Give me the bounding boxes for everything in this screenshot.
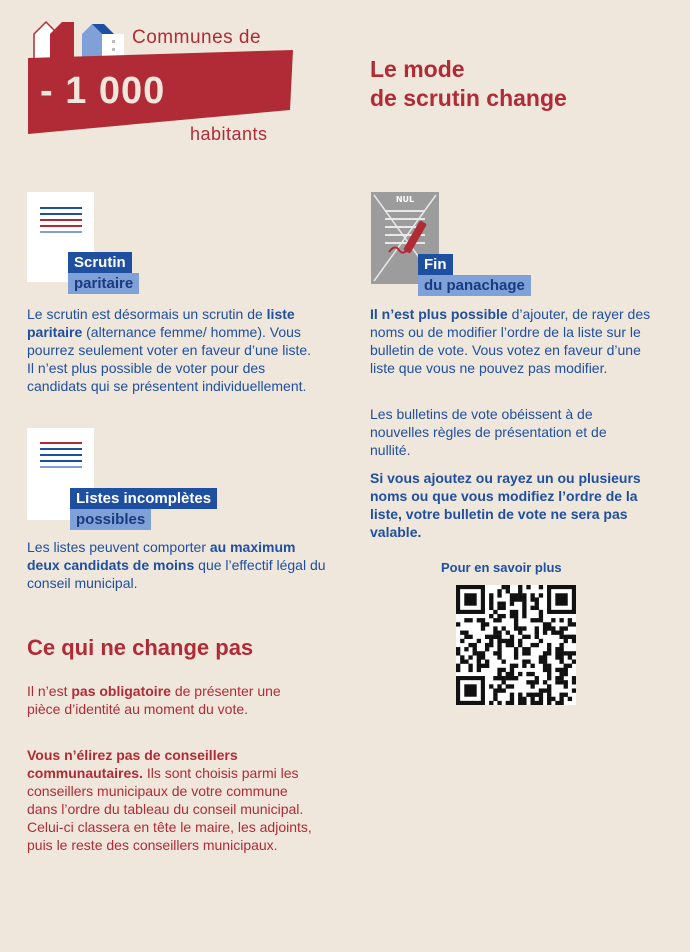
listes-incompletes-text-bold: au maximum deux candidats de moins [27,539,296,573]
unchanged-text-2 [27,746,317,854]
fin-panachage-text-1-end: d’ajouter, de rayer des noms ou de modifier l’ordre de la liste sur le bulletin de vote. Vous votez en faveur d’une liste que vous ne pouvez pas modifier. [370,306,651,376]
scrutin-paritaire-label-line2: paritaire [68,273,139,294]
section-title-unchanged: Ce qui ne change pas [27,635,254,660]
communes-label: Communes de [132,27,262,48]
unchanged-text-1-bold: pas obligatoire [71,683,171,699]
page-title [370,55,567,113]
unchanged-text-1 [27,682,297,718]
listes-incompletes-label-line1: Listes incomplètes [70,488,217,509]
scrutin-paritaire-text-bold: liste paritaire [27,306,295,340]
scrutin-paritaire-text-end: (alternance femme/ homme). Vous pourrez seulement voter en faveur d’une liste. Il n’est plus possible de voter pour des candidats qui se présentent individuellement. [27,324,312,394]
fin-panachage-text-3 [370,469,670,541]
fin-panachage-text-1-bold: Il n’est plus possible [370,306,508,322]
population-number: - 1 000 [40,70,166,112]
more-info-label: Pour en savoir plus [441,560,562,575]
unchanged-text-1-start: Il n’est [27,683,72,699]
fin-panachage-text-1 [370,305,660,377]
fin-panachage-label-line2: du panachage [418,275,531,296]
listes-incompletes-text-end: que l’effectif légal du conseil municipal. [27,557,326,591]
listes-incompletes-text [27,538,327,592]
scrutin-paritaire-text-start: Le scrutin est désormais un scrutin de [27,306,267,322]
listes-incompletes-text-start: Les listes peuvent comporter [27,539,210,555]
fin-panachage-text-3-bold: Si vous ajoutez ou rayez un ou plusieurs noms ou que vous modifiez l’ordre de la liste, votre bulletin de vote ne sera pas valable. [370,470,641,540]
listes-incompletes-label [70,488,217,530]
scrutin-paritaire-text [27,305,317,395]
scrutin-paritaire-label-line1: Scrutin [68,252,132,273]
page-title-line1: Le mode [370,56,465,82]
unchanged-text-2-bold: Vous n’élirez pas de conseillers communautaires. [27,747,238,781]
listes-incompletes-label-line2: possibles [70,509,151,530]
fin-panachage-label-line1: Fin [418,254,453,275]
page-title-line2: de scrutin change [370,85,567,111]
scrutin-paritaire-label [68,252,139,294]
qr-code-icon[interactable] [456,585,576,705]
fin-panachage-label [418,254,531,296]
unchanged-text-1-end: de présenter une pièce d’identité au moment du vote. [27,683,281,717]
nul-text: NUL [395,195,415,204]
unchanged-text-2-end: Ils sont choisis parmi les conseillers municipaux de votre commune dans l’ordre du tableau du conseil municipal. Celui-ci classera en tête le maire, les adjoints, puis le reste des conseillers municipaux. [27,765,312,853]
habitants-label: habitants [190,124,268,144]
fin-panachage-text-2: Les bulletins de vote obéissent à de nouvelles règles de présentation et de nullité. [370,406,607,458]
